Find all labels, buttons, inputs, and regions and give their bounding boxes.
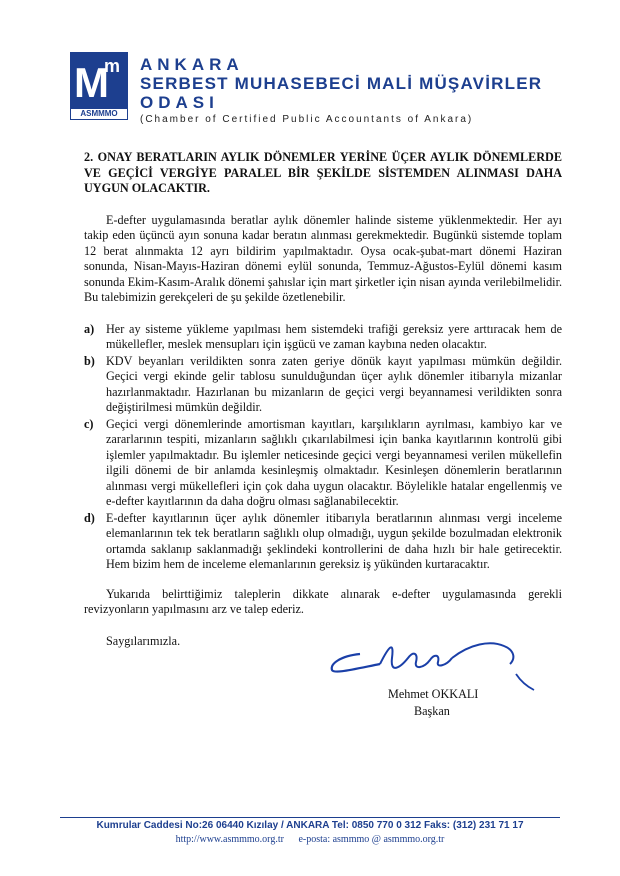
list-item: [84, 354, 562, 416]
footer-email[interactable]: e-posta: asmmmo @ asmmmo.org.tr: [298, 834, 445, 845]
list-item: [84, 322, 562, 353]
letter-body: [84, 150, 562, 649]
list-marker: a): [84, 321, 95, 336]
section-heading: 2. ONAY BERATLARIN AYLIK DÖNEMLER YERİNE ÜÇER AYLIK DÖNEMLERDE VE GEÇİCİ VERGİYE PARALEL BİR ŞEKİLDE SİSTEMDEN ALINMASI DAHA UYGUN OLACAKTIR.: [84, 150, 562, 195]
org-city: ANKARA: [140, 55, 244, 74]
asmmmo-logo: [70, 52, 128, 120]
list-item-text: Her ay sisteme yükleme yapılması hem sistemdeki trafiği gereksiz yere arttıracak hem de mükellefler, meslek mensupları için işgücü ve zaman kaybına neden olacaktır.: [106, 321, 562, 351]
list-marker: c): [84, 416, 94, 431]
letterhead: [70, 52, 550, 127]
logo-base-text: ASMMMO: [70, 108, 128, 120]
signer-name: Mehmet OKKALI: [388, 687, 479, 701]
organization-name: [140, 56, 542, 125]
closing-salutation: Saygılarımızla.: [106, 633, 181, 648]
reasons-list: [84, 322, 562, 573]
list-item-text: KDV beyanları verildikten sonra zaten geriye dönük kayıt yapılması mümkün değildir. Geçici vergi ekinde gelir tablosu sunulduğundan üçer aylık dönemler itibarıyla mizanlar hazırlanmaktadır. Hazırlanan bu mizanların de geçici vergi beyannamesi verildikten sonra değiştirilmesi mümkün değildir.: [106, 353, 562, 414]
list-marker: b): [84, 353, 95, 368]
conclusion-paragraph: Yukarıda belirttiğimiz taleplerin dikkate alınarak e-defter uygulamasında gerekli revizyonların yapılmasını arz ve talep ederiz.: [84, 586, 562, 616]
list-item: [84, 511, 562, 573]
list-marker: d): [84, 510, 95, 525]
signer-title: Başkan: [414, 704, 450, 718]
footer-address: Kumrular Caddesi No:26 06440 Kızılay / ANKARA Tel: 0850 770 0 312 Faks: (312) 231 71 17: [96, 820, 524, 831]
footer-divider: [60, 817, 560, 818]
logo-letter: M: [74, 59, 109, 106]
footer-contacts: [60, 834, 560, 845]
list-item: [84, 417, 562, 510]
org-odasi: ODASI: [140, 93, 219, 112]
list-item-text: E-defter kayıtlarının üçer aylık dönemler itibarıyla beratlarının alınması vergi inceleme elemanlarının tek tek beratların sağlıklı olup olmadığı, uygun şekilde bozulmadan elektronik ortamda saklanıp saklanmadığı şeklindeki kontrollerini de daha hızlı bir hale getirecektir. Hem bizim hem de inceleme elemanlarının gereksiz iş yükünden kurtaracaktır.: [106, 510, 562, 571]
logo-superscript: m: [104, 56, 121, 76]
signer-block: [388, 686, 478, 720]
footer-website[interactable]: http://www.asmmmo.org.tr: [175, 834, 284, 845]
org-title: SERBEST MUHASEBECİ MALİ MÜŞAVİRLER: [140, 74, 543, 93]
intro-paragraph: E-defter uygulamasında beratlar aylık dönemler halinde sisteme yüklenmektedir. Her ayı takip eden üçüncü ayın sonuna kadar beratın alınması gerekmektedir. Bugünkü sistemde toplam 12 berat alınmakta 12 ayrı bildirim yapılmaktadır. Oysa ocak-şubat-mart dönemi Haziran sonunda, Nisan-Mayıs-Haziran dönemi eylül sonunda, Temmuz-Ağustos-Eylül dönemi kasım sonunda Ekim-Kasım-Aralık dönemi şahıslar için mart şirketler için nisan ayında verilebilmelidir. Bu talebimizin gerekçeleri de şu şekilde özetlenebilir.: [84, 212, 562, 304]
org-english-name: (Chamber of Certified Public Accountants of Ankara): [140, 114, 474, 125]
list-item-text: Geçici vergi dönemlerinde amortisman kayıtları, karşılıkların ayrılması, kambiyo kar ve zararlarının tespiti, mizanların sağlıklı çıkarılabilmesi için banka kayıtlarının kontrolü gibi işlemler yapılmaktadır. Bu işlemler neticesinde geçici vergi beyannamesi verilen mükellefin ilgili dönemi de bir anlamda kesinleşmiş olmaktadır. Kesinleşen dönemlerin beratlarının alınması vergi mükellefleri için çok daha uygun olacaktır. Böylelikle hatalar engellenmiş ve e-defter kayıtlarının da daha doğru olması sağlanabilecektir.: [106, 416, 562, 508]
